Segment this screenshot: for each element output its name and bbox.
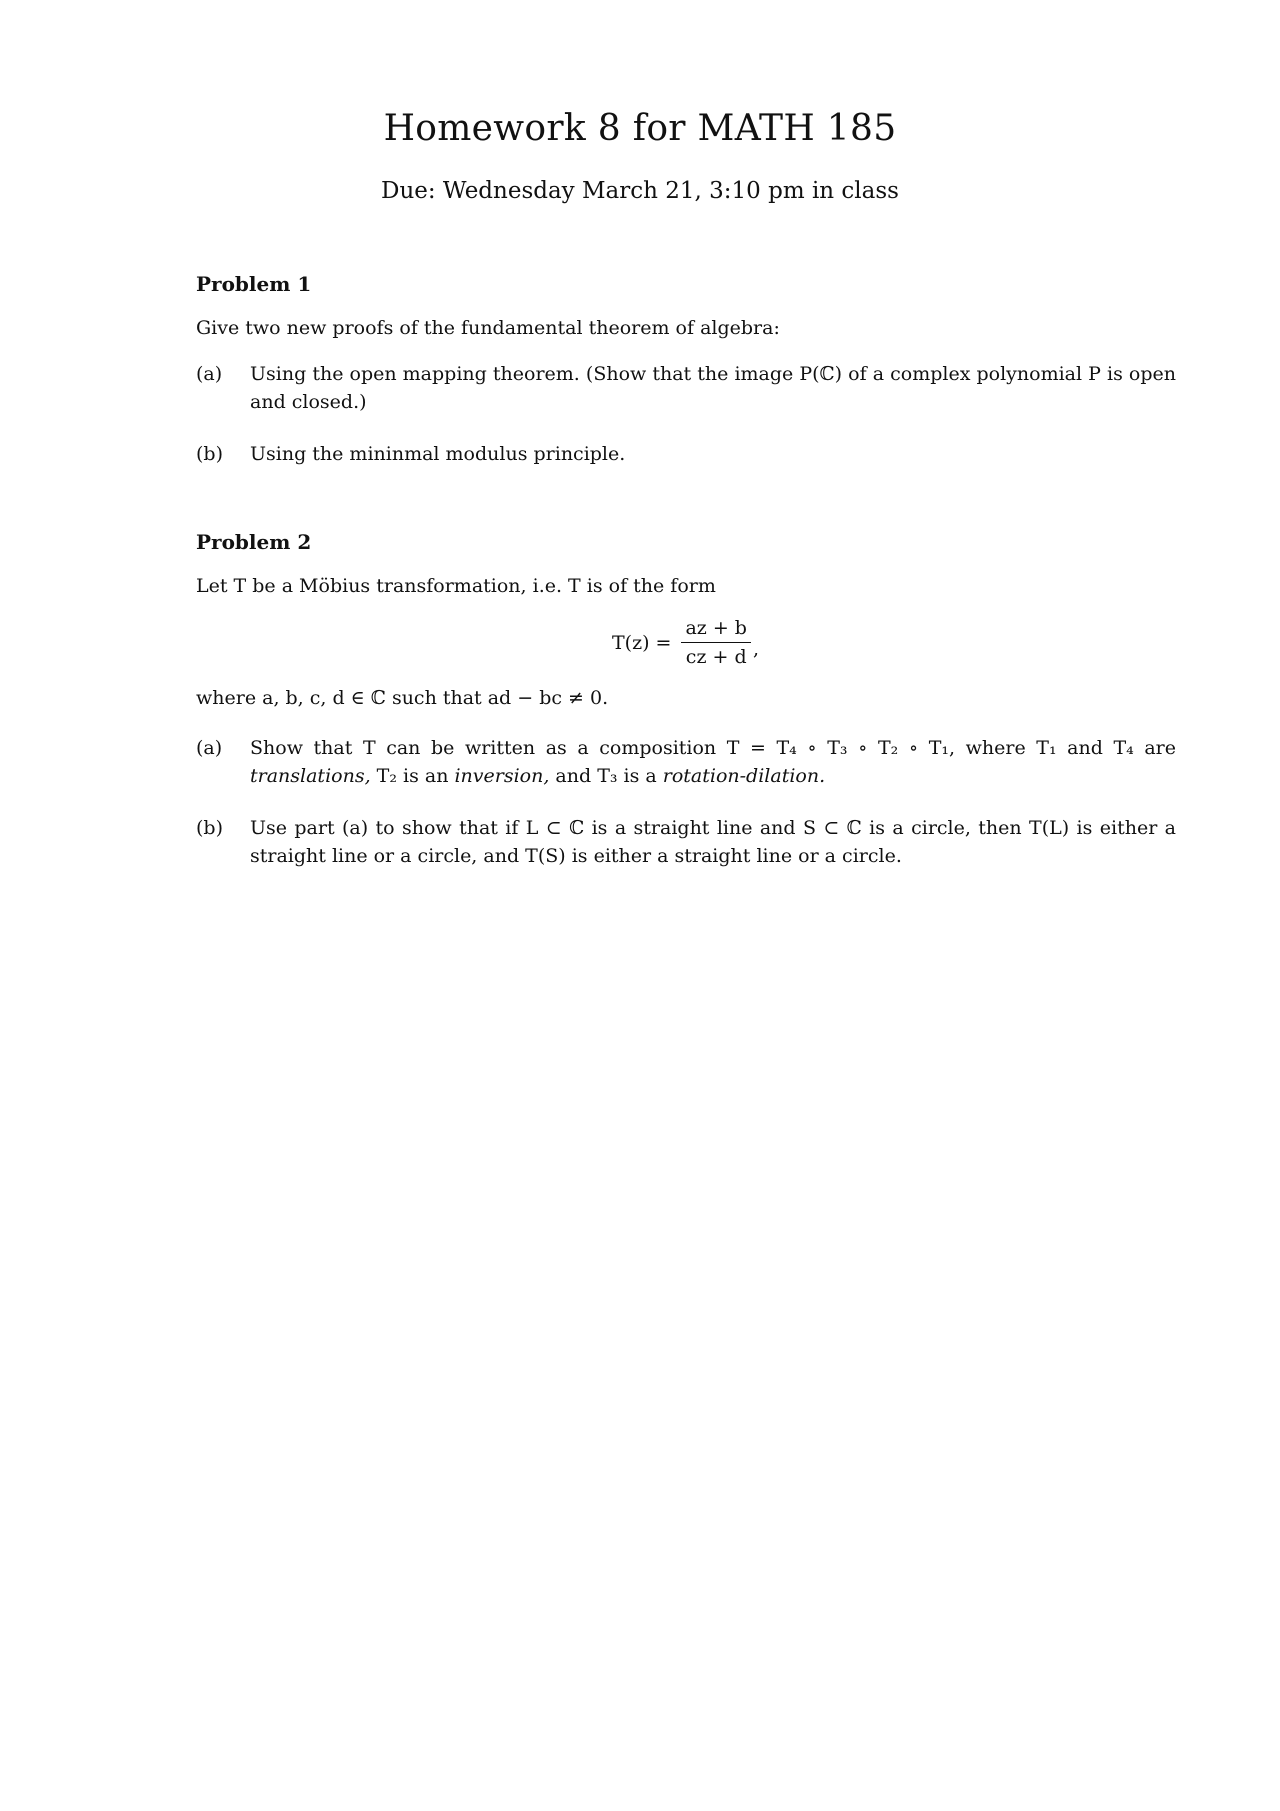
part-text-segment: T₂ is an	[370, 765, 455, 787]
equation-lhs: T(z) =	[612, 631, 672, 654]
part-text-segment: Show that T can be written as a composition T = T₄ ∘ T₃ ∘ T₂ ∘ T₁, where T₁ and T₄ are	[250, 737, 1176, 759]
part-label: (b)	[196, 443, 223, 465]
part-label: (a)	[196, 363, 223, 385]
due-date: Due: Wednesday March 21, 3:10 pm in class	[381, 178, 899, 204]
equation-trail: ,	[752, 637, 760, 660]
equation-fraction	[681, 616, 751, 669]
part-text-segment: and T₃ is a	[549, 765, 663, 787]
part-text: Using the open mapping theorem. (Show that the image P(ℂ) of a complex polynomial P is open and closed.)	[250, 363, 1176, 413]
mobius-equation	[612, 616, 759, 669]
problem-2-part-b	[196, 814, 1176, 870]
emphasis-inversion: inversion,	[454, 765, 550, 787]
part-text: Use part (a) to show that if L ⊂ ℂ is a straight line and S ⊂ ℂ is a circle, then T(L) is either a straight line or a circle, and T(S) is either a straight line or a circle.	[250, 817, 1176, 867]
problem-2-heading: Problem 2	[196, 530, 312, 554]
emphasis-rotation-dilation: rotation-dilation.	[662, 765, 826, 787]
problem-1-part-b	[196, 440, 1176, 468]
document-title: Homework 8 for MATH 185	[383, 108, 897, 149]
fraction-denominator: cz + d	[685, 646, 747, 668]
problem-2-intro: Let T be a Möbius transformation, i.e. T is of the form	[196, 575, 716, 597]
part-text	[250, 734, 1176, 790]
fraction-numerator: az + b	[681, 616, 751, 643]
emphasis-translations: translations,	[250, 765, 371, 787]
problem-2-condition: where a, b, c, d ∈ ℂ such that ad − bc ≠ 0.	[196, 687, 609, 709]
part-label: (a)	[196, 737, 223, 759]
problem-1-intro: Give two new proofs of the fundamental theorem of algebra:	[196, 317, 780, 339]
problem-1-heading: Problem 1	[196, 272, 312, 296]
part-text: Using the mininmal modulus principle.	[250, 443, 626, 465]
problem-1-part-a	[196, 360, 1176, 416]
problem-2-part-a	[196, 734, 1176, 790]
part-label: (b)	[196, 817, 223, 839]
